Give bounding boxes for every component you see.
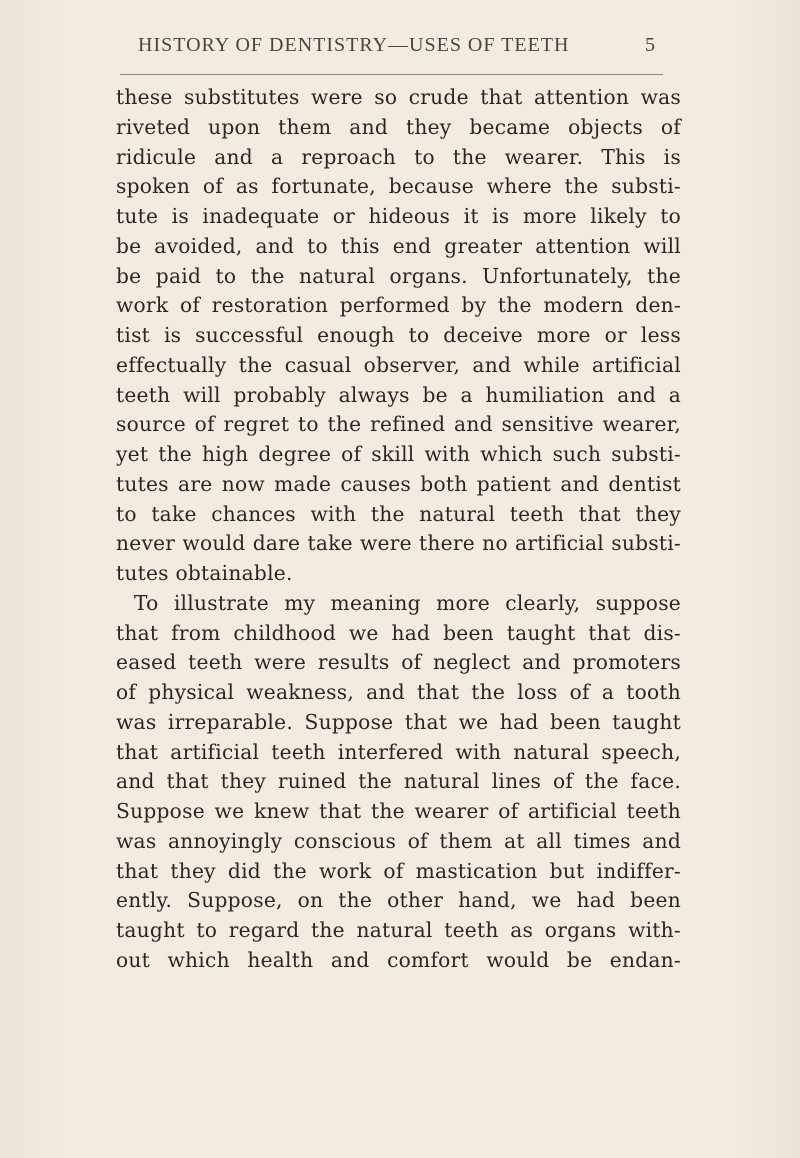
text-line: work of restoration performed by the modern den- (116, 293, 681, 318)
text-line: that they did the work of mastication but indiffer- (116, 858, 681, 883)
text-line: taught to regard the natural teeth as organs with- (116, 918, 681, 942)
text-line: source of regret to the refined and sensitive wearer, (116, 412, 681, 437)
page-number: 5 (645, 34, 656, 56)
text-line: was irreparable. Suppose that we had been taught (116, 709, 681, 734)
text-line: Suppose we knew that the wearer of artificial teeth (116, 799, 681, 823)
text-line: to take chances with the natural teeth that they (116, 501, 681, 526)
body-text (116, 83, 681, 976)
text-line: be avoided, and to this end greater attention will (116, 233, 681, 258)
text-line: was annoyingly conscious of them at all times and (116, 828, 681, 853)
text-line: tist is successful enough to deceive more or less (116, 323, 681, 347)
text-line: effectually the casual observer, and while artificial (116, 352, 681, 377)
text-line: of physical weakness, and that the loss of a tooth (116, 680, 681, 704)
header-rule (120, 74, 663, 75)
text-line: ently. Suppose, on the other hand, we had been (116, 888, 681, 913)
text-line: out which health and comfort would be endan- (116, 947, 681, 972)
text-line: riveted upon them and they became objects of (116, 114, 681, 139)
text-line: tutes obtainable. (116, 561, 293, 585)
text-line: spoken of as fortunate, because where the substi- (116, 174, 681, 199)
text-line: ridicule and a reproach to the wearer. This is (116, 144, 681, 169)
text-line: that artificial teeth interfered with natural speech, (116, 739, 681, 764)
text-line: tute is inadequate or hideous it is more likely to (116, 204, 681, 228)
running-head: HISTORY OF DENTISTRY—USES OF TEETH (138, 34, 570, 56)
page-header (138, 34, 658, 64)
text-line: and that they ruined the natural lines of the face. (116, 769, 681, 794)
text-line: that from childhood we had been taught that dis- (116, 620, 681, 645)
text-line: these substitutes were so crude that attention was (116, 85, 681, 109)
text-line: be paid to the natural organs. Unfortunately, the (116, 263, 681, 288)
text-line: yet the high degree of skill with which such substi- (116, 442, 681, 466)
text-line: never would dare take were there no artificial substi- (116, 531, 681, 556)
text-line: eased teeth were results of neglect and promoters (116, 650, 681, 675)
text-line: teeth will probably always be a humiliation and a (116, 382, 681, 407)
text-line: tutes are now made causes both patient and dentist (116, 471, 681, 496)
paragraph-first-line: To illustrate my meaning more clearly, suppose (134, 590, 681, 615)
